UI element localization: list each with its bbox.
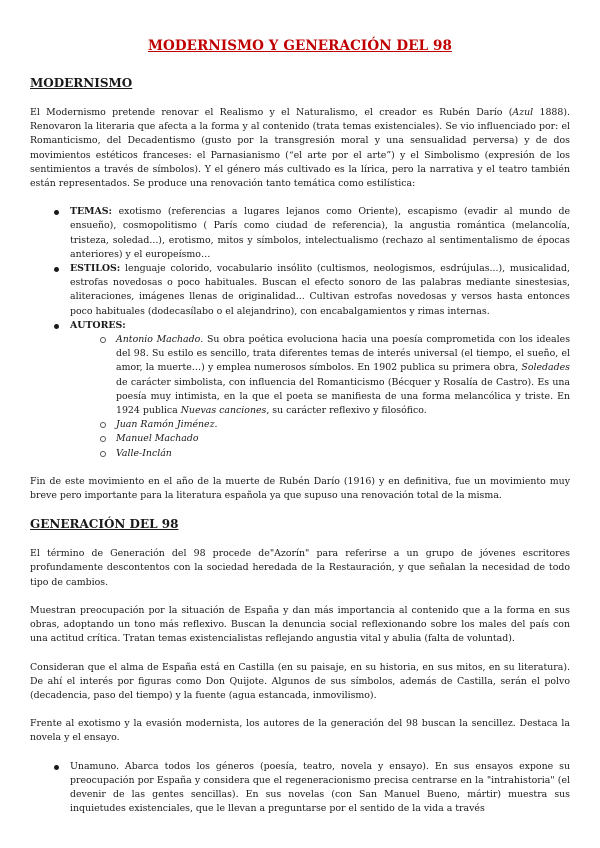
bullet-icon bbox=[54, 324, 59, 329]
modernismo-intro: El Modernismo pretende renovar el Realismo y el Naturalismo, el creador es Rubén Darío (Azul 1888). Renovaron la literaria que afecta a la forma y al contenido (trata temas existenciales). Se vio influenciado por: el Romanticismo, del Decadentismo (gusto por la transgresión moral y una sensualidad perversa) y de dos movimientos estéticos franceses: el Parnasianismo (“el arte por el arte”) y el Simbolismo (expresión de los sentimientos a través de símbolos). Y el género más cultivado es la lírica, pero la narrativa y el teatro también están representados. Se produce una renovación tanto temática como estilística: bbox=[30, 107, 570, 190]
generacion-paragraph-2: Muestran preocupación por la situación de España y dan más importancia al contenido que a la forma en sus obras, adoptando un tono más reflexivo. Buscan la denuncia social reflexionando sobre los males del país con una actitud crítica. Tratan temas existencialistas reflejando angustia vital y abulia (falta de voluntad). bbox=[30, 604, 570, 645]
list-item-unamuno: Unamuno. Abarca todos los géneros (poesía, teatro, novela y ensayo). En sus ensayos expone su preocupación por España y considera que el regeneracionismo precisa centrarse en la "intrahistoria" (el devenir de las gentes sencillas). En sus novelas (con San Manuel Bueno, mártir) muestra sus inquietudes existenciales, que le llevan a preguntarse por el sentido de la vida a través bbox=[54, 760, 570, 817]
list-item-autores: AUTORES: Antonio Machado. Su obra poética evoluciona hacia una poesía comprometida con los ideales del 98. Su estilo es sencillo, trata diferentes temas de interés universal (el tiempo, el sueño, el amor, la muerte…) y emplea numerosos símbolos. En 1902 publica su primera obra, Soledades de carácter simbolista, con influencia del Romanticismo (Bécquer y Rosalía de Castro). Es una poesía muy intimista, en la que el poeta se manifiesta de una forma melancólica y triste. En 1924 publica Nuevas canciones, su carácter reflexivo y filosófico. Juan Ramón Jiménez. Manuel Machado Valle-Inclán bbox=[54, 319, 570, 461]
generacion-authors-list bbox=[30, 760, 570, 817]
bullet-icon bbox=[54, 210, 59, 215]
author-item-juan-ramon-jimenez: Juan Ramón Jiménez. bbox=[100, 418, 570, 432]
section-heading-modernismo: MODERNISMO bbox=[30, 76, 133, 90]
list-item-estilos: ESTILOS: lenguaje colorido, vocabulario insólito (cultismos, neologismos, esdrújulas...), musicalidad, estrofas novedosas o poco habituales. Buscan el efecto sonoro de las palabras mediante sinestesias, aliteraciones, imágenes llenas de originalidad... Cultivan estrofas novedosas y versos hasta entonces poco habituales (dodecasílabo o el alejandrino), con encabalgamientos y rimas internas. bbox=[54, 262, 570, 319]
bullet-icon bbox=[54, 267, 59, 272]
autores-sublist bbox=[70, 333, 570, 461]
section-heading-generacion-98: GENERACIÓN DEL 98 bbox=[30, 517, 179, 532]
list-item-temas: TEMAS: exotismo (referencias a lugares lejanos como Oriente), escapismo (evadir al mundo de ensueño), cosmopolitismo ( París como ciudad de referencia), la angustia romántica (melancolía, tristeza, soledad...), erotismo, mitos y símbolos, intelectualismo (rechazo al sentimentalismo de épocas anteriores) y el europeísmo… bbox=[54, 205, 570, 262]
circle-bullet-icon bbox=[100, 422, 106, 428]
page-title: MODERNISMO Y GENERACIÓN DEL 98 bbox=[147, 38, 453, 54]
circle-bullet-icon bbox=[100, 436, 106, 442]
author-item-manuel-machado: Manuel Machado bbox=[100, 432, 570, 446]
modernismo-closing: Fin de este movimiento en el año de la muerte de Rubén Darío (1916) y en definitiva, fue un movimiento muy breve pero importante para la literatura española ya que supuso una renovación total de la misma. bbox=[30, 475, 570, 502]
generacion-paragraph-1: El término de Generación del 98 procede de"Azorín" para referirse a un grupo de jóvenes escritores profundamente descontentos con la sociedad heredada de la Restauración, y que señalan la necesidad de todo tipo de cambios. bbox=[30, 548, 570, 588]
circle-bullet-icon bbox=[100, 451, 106, 457]
author-item-valle-inclan: Valle-Inclán bbox=[100, 447, 570, 461]
generacion-paragraph-4: Frente al exotismo y la evasión modernista, los autores de la generación del 98 buscan la sencillez. Destaca la novela y el ensayo. bbox=[30, 718, 570, 744]
generacion-paragraph-3: Consideran que el alma de España está en Castilla (en su paisaje, en su historia, en sus mitos, en su literatura). De ahí el interés por figuras como Don Quijote. Algunos de sus símbolos, además de Castilla, serán el polvo (decadencia, paso del tiempo) y la fuente (agua estancada, inmovilismo). bbox=[30, 661, 570, 701]
bullet-icon bbox=[54, 765, 59, 770]
circle-bullet-icon bbox=[100, 337, 106, 343]
author-item-antonio-machado: Antonio Machado. Su obra poética evoluciona hacia una poesía comprometida con los ideales del 98. Su estilo es sencillo, trata diferentes temas de interés universal (el tiempo, el sueño, el amor, la muerte…) y emplea numerosos símbolos. En 1902 publica su primera obra, Soledades de carácter simbolista, con influencia del Romanticismo (Bécquer y Rosalía de Castro). Es una poesía muy intimista, en la que el poeta se manifiesta de una forma melancólica y triste. En 1924 publica Nuevas canciones, su carácter reflexivo y filosófico. bbox=[100, 333, 570, 418]
modernismo-list bbox=[30, 205, 570, 461]
